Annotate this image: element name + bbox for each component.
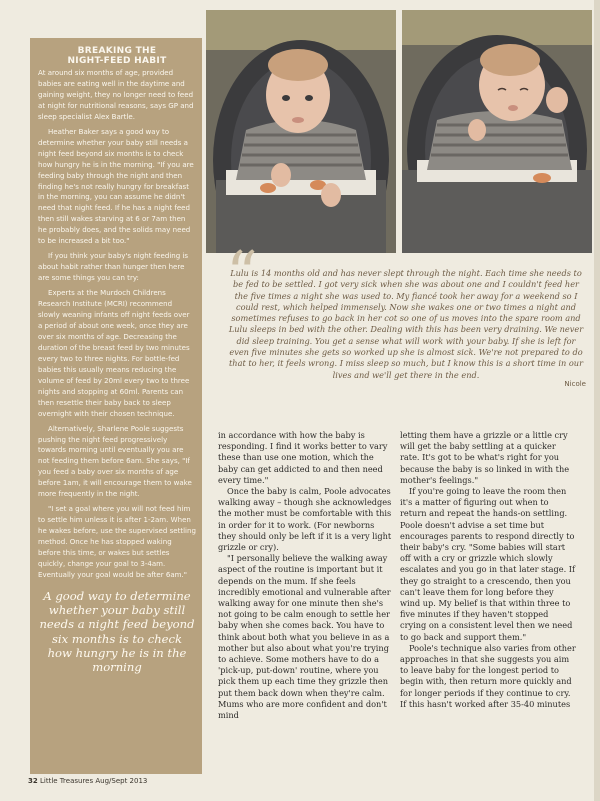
article-column-right [400,430,576,710]
open-quote-icon: “ [226,237,258,310]
baby-photo-left [206,10,396,253]
page-footer [28,777,147,785]
sidebar-paragraph: Heather Baker says a good way to determine whether your baby still needs a night feed beyond six months is to check how hungry he is in the morning. "If you are feeding baby through the night and then finding he's not really hungry for breakfast in the morning, you can assume he didn't need that night feed. If he has a night feed then still wakes starving at 6 or 7am then he probably does, and the solids may need to be increased a bit too." [38,126,194,246]
sidebar-paragraph: Experts at the Murdoch Childrens Research Institute (MCRI) recommend slowly weaning infants off night feeds over a period of about one week, once they are over six months of age. Decreasing the duration of the breast feed by two minutes every two to three nights. For bottle-fed babies this usually means reducing the volume of feed by 20ml every two to three nights and stopping at 60ml. Parents can then resettle their baby back to sleep overnight with their chosen technique. [38,288,190,418]
sidebar-paragraph: If you think your baby's night feeding is about habit rather than hunger then here are some things you can try: [38,251,189,283]
baby-photo-left-image [206,10,396,253]
page-number: 32 [28,777,38,785]
body-paragraph: "I personally believe the walking away aspect of the routine is important but it depends on the mum. If she feels incredibly emotional and vulnerable after walking away for one minute then she's not going to be calm enough to settle her baby when she comes back. You have to think about both what you believe in as a mother but also about what you're trying to achieve. Some mothers have to do a 'pick-up, put-down' routine, where you pick them up each time they grizzle then put them back down when they're calm. Mums who are more confident and don't mind [218,553,391,721]
body-paragraph: Poole's technique also varies from other approaches in that she suggests you aim to leave baby for the longest period to begin with, then return more quickly and for longer periods if they continue to cry. If this hasn't worked after 35-40 minutes [400,642,576,709]
sidebar-heading-line1: BREAKING THE [77,46,157,56]
sidebar-paragraph: Alternatively, Sharlene Poole suggests pushing the night feed progressively towards morning until eventually you are not feeding them before 6am. She says, "If you feed a baby over six months of age before 1am, it will encourage them to wake more frequently in the night. [38,423,192,499]
body-paragraph: Once the baby is calm, Poole advocates walking away – though she acknowledges the mother must be comfortable with this in order for it to work. (For newborns they should only be left if it is a very light grizzle or cry). [218,486,392,553]
testimonial-signature: Nicole [564,380,586,388]
sidebar-paragraph: At around six months of age, provided babies are eating well in the daytime and gaining weight, they no longer need to feed at night for nutritional reasons, says GP and sleep specialist Alex Bartle. [38,68,194,121]
baby-photo-right-image [402,10,592,253]
body-paragraph: If you're going to leave the room then it's a matter of figuring out when to return and repeat the hands-on settling. Poole doesn't advise a set time but encourages parents to respond directly to their baby's cry. "Some babies will start off with a cry or grizzle which slowly escalates and you go in that later stage. If they go straight to a crescendo, then you can't leave them for long before they wind up. My belief is that within three to five minutes if they haven't stopped crying on a consistent level then we need to go back and support them." [400,486,576,642]
testimonial-text: Lulu is 14 months old and has never slept through the night. Each time she needs to be fed to be settled. I got very sick when she was about one and I couldn't feed her the five times a night she was used to. My fiancé took her away for a weekend so I could rest, which helped immensely. Now she wakes one or two times a night and sometimes refuses to go back in her cot so one of us moves into the spare room and Lulu sleeps in bed with the other. Dealing with this has been very draining. We never did sleep training. You get a sense what will work with your baby. If she is left for even five minutes she gets so worked up she is almost sick. We're not prepared to do that to her, it feels wrong. I miss sleep so much, but I know this is a short time in our lives and we'll get there in the end. [228,268,584,380]
sidebar-pull-quote: A good way to determine whether your baby still needs a night feed beyond six months is to check how hungry he is in the morning [39,588,195,675]
testimonial-quote [214,237,600,428]
body-paragraph: letting them have a grizzle or a little cry will get the baby settling at a quicker rate. It's got to be what's right for you because the baby is so linked in with the mother's feelings." [400,430,570,485]
publication-name: Little Treasures Aug/Sept 2013 [39,777,148,785]
sidebar-heading [38,46,196,66]
page-edge [594,0,600,801]
baby-photo-right [402,10,592,253]
body-paragraph: in accordance with how the baby is responding. I find it works better to vary these than use one motion, which the baby can get addicted to and then need every time." [218,430,388,485]
sidebar-paragraph: "I set a goal where you will not feed him to settle him unless it is after 1-2am. When he wakes before, use the supervised settling method. Once he has stopped waking before this time, or wakes but settles quickly, change your goal to 3-4am. Eventually your goal would be after 6am." [38,504,196,579]
article-column-middle [218,430,394,721]
night-feed-sidebar [30,38,202,774]
sidebar-heading-line2: NIGHT-FEED HABIT [67,56,167,66]
